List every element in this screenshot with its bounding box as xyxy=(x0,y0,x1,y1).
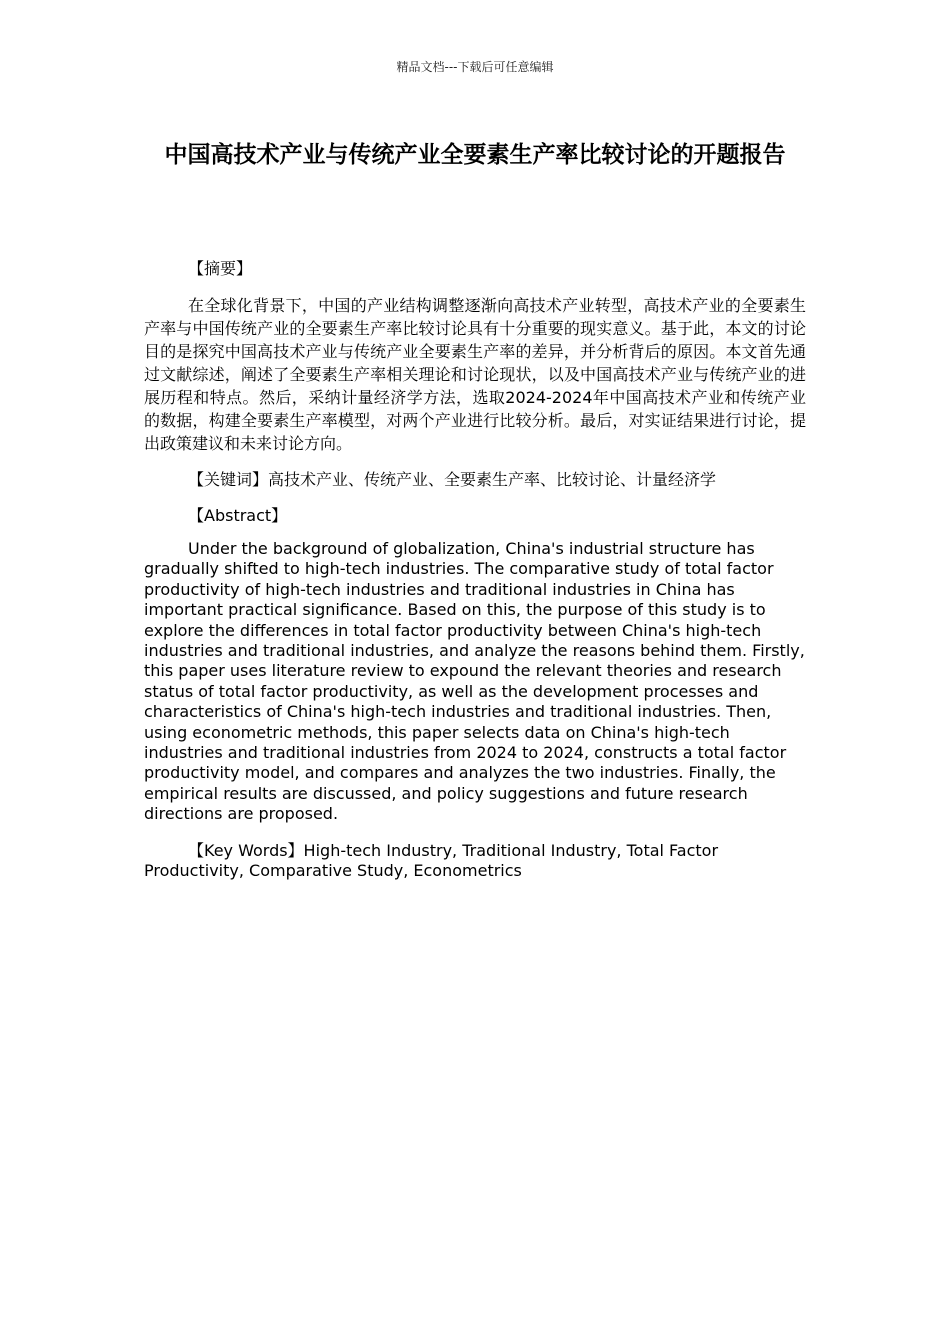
header-note: 精品文档---下载后可任意编辑 xyxy=(396,60,554,74)
abstract-en-label: 【Abstract】 xyxy=(188,506,288,525)
abstract-en-body: Under the background of globalization, China's industrial structure has gradually shifted to high-tech industries. The comparative study of total factor productivity of high-tech industries and traditional industries in China has important practical significance. Based on this, the purpose of this study is to explore the differences in total factor productivity between China's high-tech industries and traditional industries, and analyze the reasons behind them. Firstly, this paper uses literature review to expound the relevant theories and research status of total factor productivity, as well as the development processes and characteristics of China's high-tech industries and traditional industries. Then, using econometric methods, this paper selects data on China's high-tech industries and traditional industries from 2024 to 2024, constructs a total factor productivity model, and compares and analyzes the two industries. Finally, the empirical results are discussed, and policy suggestions and future research directions are proposed. xyxy=(144,539,805,824)
document-title: 中国高技术产业与传统产业全要素生产率比较讨论的开题报告 xyxy=(164,142,786,168)
keywords-en: 【Key Words】High-tech Industry, Traditional Industry, Total Factor Productivity, Comparative Study, Econometrics xyxy=(144,840,719,881)
abstract-cn-label: 【摘要】 xyxy=(188,259,253,278)
abstract-cn-body: 在全球化背景下，中国的产业结构调整逐渐向高技术产业转型，高技术产业的全要素生产率与中国传统产业的全要素生产率比较讨论具有十分重要的现实意义。基于此，本文的讨论目的是探究中国高技术产业与传统产业全要素生产率的差异，并分析背后的原因。本文首先通过文献综述，阐述了全要素生产率相关理论和讨论现状，以及中国高技术产业与传统产业的进展历程和特点。然后，采纳计量经济学方法，选取2024-2024年中国高技术产业和传统产业的数据，构建全要素生产率模型，对两个产业进行比较分析。最后，对实证结果进行讨论，提出政策建议和未来讨论方向。 xyxy=(144,296,806,453)
keywords-cn: 【关键词】高技术产业、传统产业、全要素生产率、比较讨论、计量经济学 xyxy=(188,470,717,489)
document-body xyxy=(144,258,806,882)
